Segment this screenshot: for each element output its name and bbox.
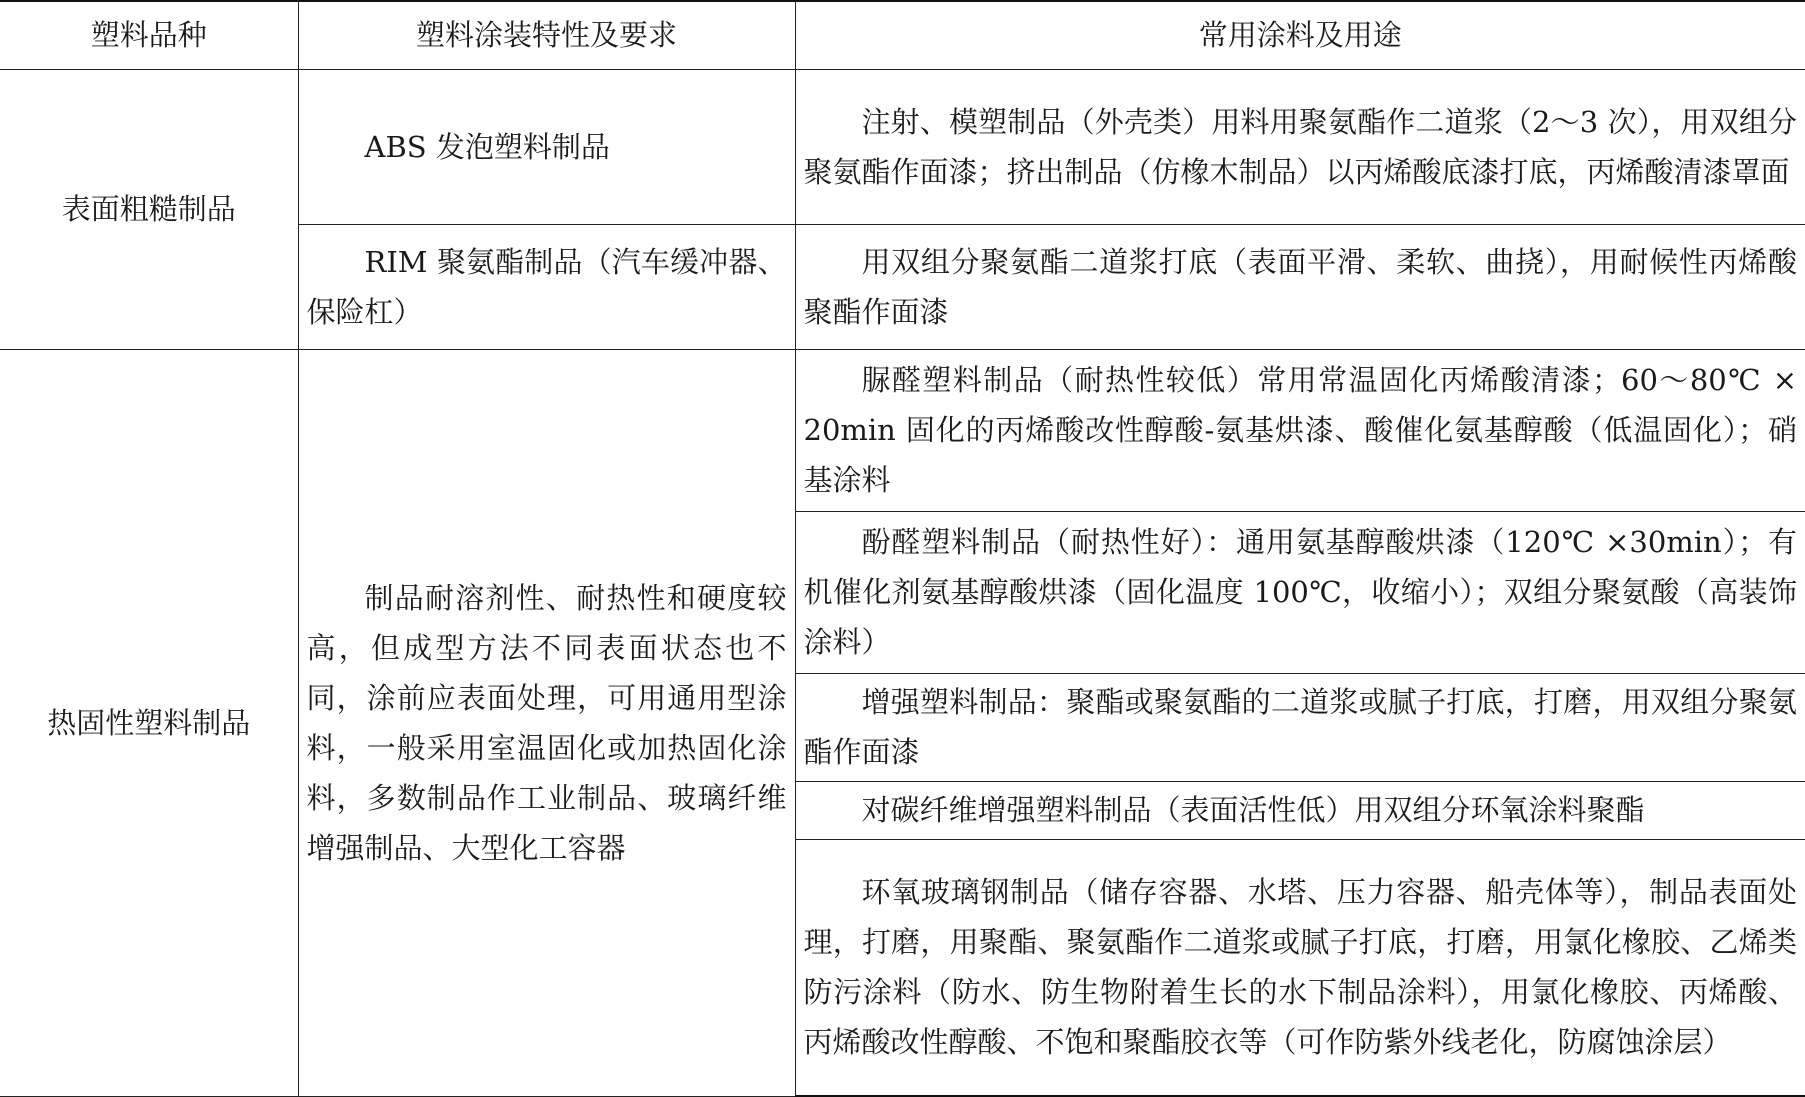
usage-cell: 环氧玻璃钢制品（储存容器、水塔、压力容器、船壳体等），制品表面处理，打磨，用聚酯、聚氨酯作二道浆或腻子打底，打磨，用氯化橡胶、乙烯类防污涂料（防水、防生物附着生长的水下制品涂料），用氯化橡胶、丙烯酸、丙烯酸改性醇酸、不饱和聚酯胶衣等（可作防紫外线老化，防腐蚀涂层） bbox=[795, 839, 1805, 1096]
feature-cell: 制品耐溶剂性、耐热性和硬度较高，但成型方法不同表面状态也不同，涂前应表面处理，可用通用型涂料，一般采用室温固化或加热固化涂料，多数制品作工业制品、玻璃纤维增强制品、大型化工容器 bbox=[298, 349, 795, 1096]
usage-cell: 用双组分聚氨酯二道浆打底（表面平滑、柔软、曲挠），用耐候性丙烯酸聚酯作面漆 bbox=[795, 225, 1805, 349]
usage-cell: 注射、模塑制品（外壳类）用料用聚氨酯作二道浆（2～3 次），用双组分聚氨酯作面漆；挤出制品（仿橡木制品）以丙烯酸底漆打底，丙烯酸清漆罩面 bbox=[795, 69, 1805, 225]
feature-cell: ABS 发泡塑料制品 bbox=[298, 69, 795, 225]
header-row bbox=[0, 1, 1805, 69]
feature-cell: RIM 聚氨酯制品（汽车缓冲器、保险杠） bbox=[298, 225, 795, 349]
header-coating-properties: 塑料涂装特性及要求 bbox=[298, 1, 795, 69]
category-thermoset: 热固性塑料制品 bbox=[0, 349, 298, 1096]
header-plastic-type: 塑料品种 bbox=[0, 1, 298, 69]
usage-cell: 脲醛塑料制品（耐热性较低）常用常温固化丙烯酸清漆；60～80℃ × 20min 固化的丙烯酸改性醇酸-氨基烘漆、酸催化氨基醇酸（低温固化）；硝基涂料 bbox=[795, 349, 1805, 511]
usage-cell: 对碳纤维增强塑料制品（表面活性低）用双组分环氧涂料聚酯 bbox=[795, 782, 1805, 840]
category-rough-surface: 表面粗糙制品 bbox=[0, 69, 298, 349]
usage-cell: 增强塑料制品：聚酯或聚氨酯的二道浆或腻子打底，打磨，用双组分聚氨酯作面漆 bbox=[795, 673, 1805, 781]
header-common-coatings: 常用涂料及用途 bbox=[795, 1, 1805, 69]
table-row bbox=[0, 349, 1805, 511]
usage-cell: 酚醛塑料制品（耐热性好）：通用氨基醇酸烘漆（120℃ ×30min）；有机催化剂氨基醇酸烘漆（固化温度 100℃，收缩小）；双组分聚氨酸（高装饰涂料） bbox=[795, 511, 1805, 673]
table-row bbox=[0, 69, 1805, 225]
